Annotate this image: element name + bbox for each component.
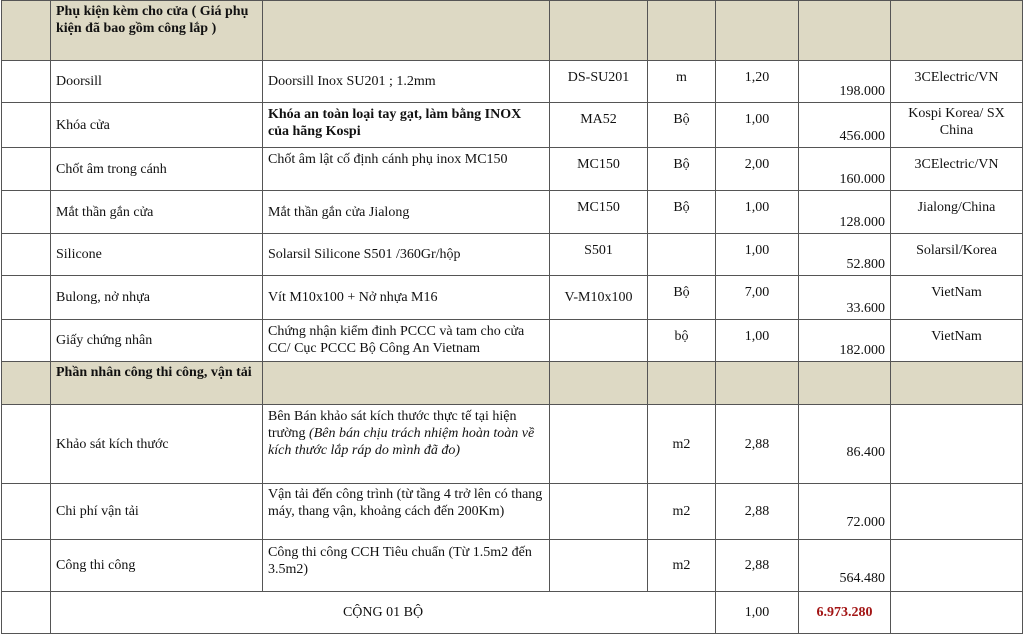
item-qty: 1,00 — [716, 234, 799, 276]
item-qty: 1,00 — [716, 191, 799, 234]
labor-qty: 2,88 — [716, 484, 799, 540]
item-desc: Khóa an toàn loại tay gạt, làm bằng INOX của hãng Kospi — [263, 103, 550, 148]
item-code — [550, 320, 648, 362]
item-qty: 1,20 — [716, 61, 799, 103]
item-price: 52.800 — [799, 234, 891, 276]
item-code: DS-SU201 — [550, 61, 648, 103]
labor-unit: m2 — [648, 405, 716, 484]
section-title: Phụ kiện kèm cho cửa ( Giá phụ kiện đã bao gồm công lắp ) — [51, 1, 263, 61]
item-name: Chốt âm trong cánh — [51, 148, 263, 191]
section-row-labor — [2, 362, 1023, 405]
total-amount: 6.973.280 — [799, 592, 891, 634]
table-row — [2, 234, 1023, 276]
item-qty: 2,00 — [716, 148, 799, 191]
section-title: Phần nhân công thi công, vận tải — [51, 362, 263, 405]
total-label: CỘNG 01 BỘ — [51, 592, 716, 634]
item-origin: Jialong/China — [891, 191, 1023, 234]
item-code: MC150 — [550, 191, 648, 234]
item-desc: Chứng nhận kiểm đinh PCCC và tam cho cửa CC/ Cục PCCC Bộ Công An Vietnam — [263, 320, 550, 362]
table-row — [2, 61, 1023, 103]
item-code: V-M10x100 — [550, 276, 648, 320]
item-name: Mắt thần gắn cửa — [51, 191, 263, 234]
section-row-accessories — [2, 1, 1023, 61]
labor-qty: 2,88 — [716, 405, 799, 484]
labor-price: 86.400 — [799, 405, 891, 484]
labor-name: Công thi công — [51, 540, 263, 592]
item-unit: Bộ — [648, 191, 716, 234]
item-desc: Mắt thần gắn cửa Jialong — [263, 191, 550, 234]
table-row — [2, 484, 1023, 540]
table-row — [2, 103, 1023, 148]
labor-price: 564.480 — [799, 540, 891, 592]
item-desc: Vít M10x100 + Nở nhựa M16 — [263, 276, 550, 320]
table-row — [2, 148, 1023, 191]
item-origin: 3CElectric/VN — [891, 148, 1023, 191]
item-price: 33.600 — [799, 276, 891, 320]
item-qty: 1,00 — [716, 103, 799, 148]
labor-desc — [263, 405, 550, 484]
item-origin: VietNam — [891, 276, 1023, 320]
labor-price: 72.000 — [799, 484, 891, 540]
item-unit — [648, 234, 716, 276]
item-price: 128.000 — [799, 191, 891, 234]
total-row — [2, 592, 1023, 634]
item-price: 198.000 — [799, 61, 891, 103]
item-price: 160.000 — [799, 148, 891, 191]
labor-qty: 2,88 — [716, 540, 799, 592]
table-row — [2, 320, 1023, 362]
item-origin: Solarsil/Korea — [891, 234, 1023, 276]
item-unit: Bộ — [648, 103, 716, 148]
table-row — [2, 191, 1023, 234]
labor-unit: m2 — [648, 484, 716, 540]
item-desc: Chốt âm lật cố định cánh phụ inox MC150 — [263, 148, 550, 191]
labor-desc-text: Bên Bán khảo sát kích thước thực tế tại hiện trường — [268, 409, 517, 441]
item-name: Khóa cửa — [51, 103, 263, 148]
item-qty: 1,00 — [716, 320, 799, 362]
labor-unit: m2 — [648, 540, 716, 592]
table-row — [2, 405, 1023, 484]
table-row — [2, 276, 1023, 320]
item-desc: Doorsill Inox SU201 ; 1.2mm — [263, 61, 550, 103]
quotation-table — [1, 0, 1023, 634]
labor-desc: Vận tải đến công trình (từ tầng 4 trở lên có thang máy, thang vận, khoảng cách đến 200Km) — [263, 484, 550, 540]
item-unit: bộ — [648, 320, 716, 362]
labor-desc: Công thi công CCH Tiêu chuẩn (Từ 1.5m2 đến 3.5m2) — [263, 540, 550, 592]
item-unit: Bộ — [648, 148, 716, 191]
item-price: 182.000 — [799, 320, 891, 362]
table-row — [2, 540, 1023, 592]
item-price: 456.000 — [799, 103, 891, 148]
item-code: S501 — [550, 234, 648, 276]
item-desc: Solarsil Silicone S501 /360Gr/hộp — [263, 234, 550, 276]
item-code: MC150 — [550, 148, 648, 191]
item-name: Doorsill — [51, 61, 263, 103]
item-name: Giấy chứng nhân — [51, 320, 263, 362]
item-origin: VietNam — [891, 320, 1023, 362]
item-origin: Kospi Korea/ SX China — [891, 103, 1023, 148]
item-unit: m — [648, 61, 716, 103]
labor-name: Khảo sát kích thước — [51, 405, 263, 484]
labor-name: Chi phí vận tải — [51, 484, 263, 540]
item-qty: 7,00 — [716, 276, 799, 320]
item-name: Silicone — [51, 234, 263, 276]
item-origin: 3CElectric/VN — [891, 61, 1023, 103]
item-unit: Bộ — [648, 276, 716, 320]
item-name: Bulong, nở nhựa — [51, 276, 263, 320]
item-code: MA52 — [550, 103, 648, 148]
labor-desc-note: (Bên bán chịu trách nhiệm hoàn toàn về kích thước lắp ráp do mình đã đo) — [268, 426, 535, 458]
total-qty: 1,00 — [716, 592, 799, 634]
